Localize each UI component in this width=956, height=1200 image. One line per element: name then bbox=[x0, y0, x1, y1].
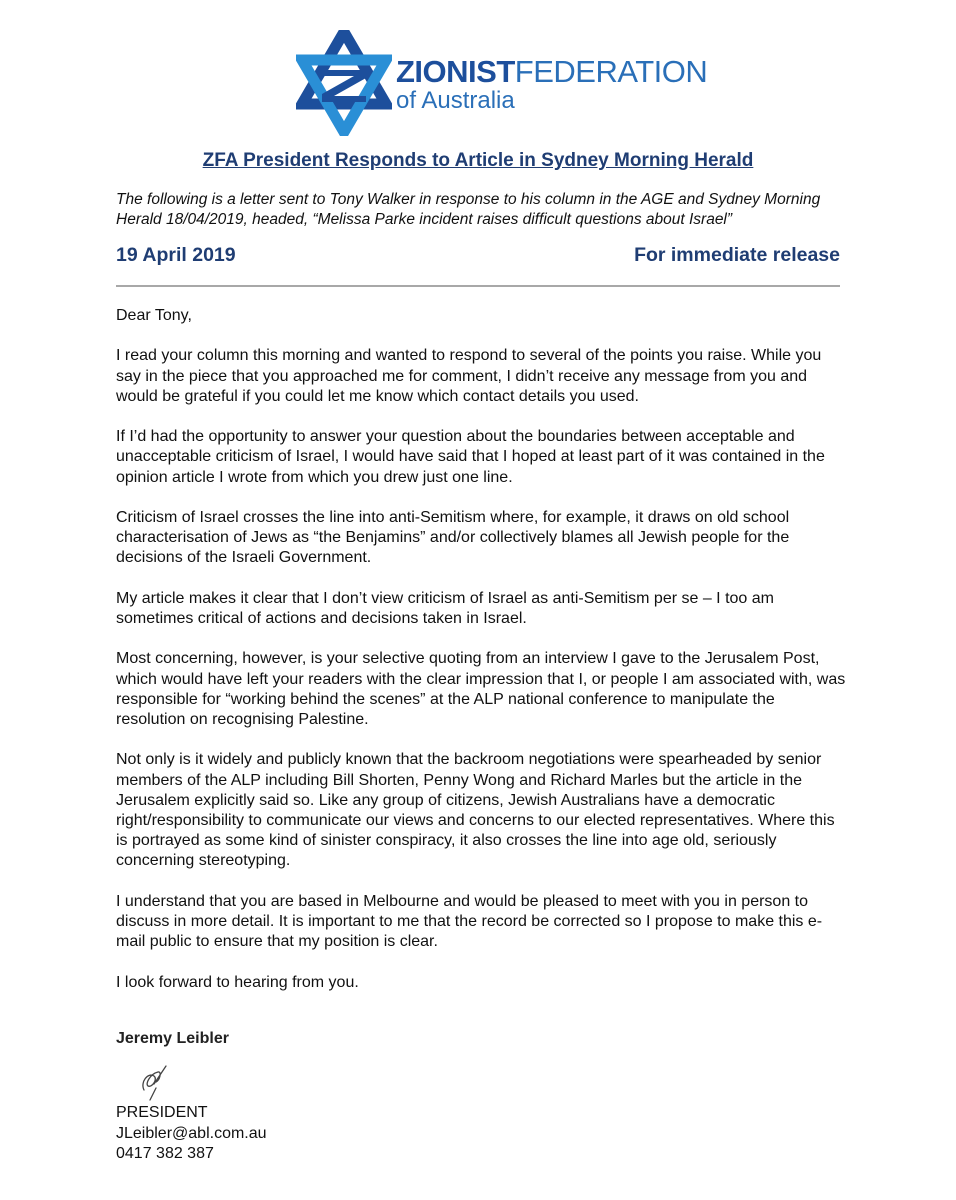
release-note: For immediate release bbox=[634, 244, 840, 266]
signer-name: Jeremy Leibler bbox=[116, 1030, 229, 1047]
letter-paragraph: I read your column this morning and wanted to respond to several of the points you raise. While you say in the piece that you approached me for comment, I didn’t receive any message from you and would be grateful if you could let me know which contact details you used. bbox=[116, 347, 822, 405]
letter-body bbox=[116, 306, 846, 1013]
letter-paragraph: Not only is it widely and publicly known that the backroom negotiations were spearheaded by senior members of the ALP including Bill Shorten, Penny Wong and Richard Marles but the article in the Jerusalem explicitly said so. Like any group of citizens, Jewish Australians have a democratic right/responsibility to communicate our views and concerns to our elected representatives. Where this is portrayed as some kind of sinister conspiracy, it also crosses the line into age old, seriously concerning stereotyping. bbox=[116, 751, 835, 870]
logo-subtitle: of Australia bbox=[396, 87, 515, 114]
star-of-david-z-icon bbox=[296, 30, 392, 136]
intro-text: The following is a letter sent to Tony Walker in response to his column in the AGE and Sydney Morning Herald 18/04/2019, headed, “Melissa Parke incident raises difficult questions about Israel” bbox=[116, 191, 821, 228]
release-date: 19 April 2019 bbox=[116, 244, 236, 266]
logo-wordmark bbox=[396, 56, 707, 113]
divider bbox=[116, 285, 840, 287]
signature-icon bbox=[136, 1060, 176, 1102]
signer-email[interactable]: JLeibler@abl.com.au bbox=[116, 1124, 267, 1142]
closing: I look forward to hearing from you. bbox=[116, 973, 359, 991]
letter-paragraph: My article makes it clear that I don’t view criticism of Israel as anti-Semitism per se – I too am sometimes critical of actions and decisions taken in Israel. bbox=[116, 589, 774, 627]
signer-phone: 0417 382 387 bbox=[116, 1145, 214, 1162]
salutation: Dear Tony, bbox=[116, 307, 192, 324]
signer-role: PRESIDENT bbox=[116, 1104, 208, 1121]
letter-paragraph: Criticism of Israel crosses the line into anti-Semitism where, for example, it draws on old school characterisation of Jews as “the Benjamins” and/or collectively blames all Jewish people for the decisions of the Israeli Government. bbox=[116, 508, 790, 567]
dateline bbox=[116, 244, 840, 272]
page-title: ZFA President Responds to Article in Sydney Morning Herald bbox=[202, 150, 754, 171]
zfa-logo bbox=[296, 30, 708, 136]
letter-paragraph: If I’d had the opportunity to answer your question about the boundaries between acceptable and unacceptable criticism of Israel, I would have said that I hoped at least part of it was contained in the opinion article I wrote from which you drew just one line. bbox=[116, 428, 825, 486]
signer-contact bbox=[116, 1103, 267, 1165]
letter-paragraph: I understand that you are based in Melbourne and would be pleased to meet with you in person to discuss in more detail. It is important to me that the record be corrected so I propose to make this e-mail public to ensure that my position is clear. bbox=[116, 892, 823, 951]
logo-word-zionist: ZIONIST bbox=[396, 54, 515, 89]
logo-word-federation: FEDERATION bbox=[514, 54, 708, 89]
letter-paragraph: Most concerning, however, is your selective quoting from an interview I gave to the Jerusalem Post, which would have left your readers with the clear impression that I, or people I am associated with, was responsible for “working behind the scenes” at the ALP national conference to manipulate the resolution on recognising Palestine. bbox=[116, 650, 846, 728]
